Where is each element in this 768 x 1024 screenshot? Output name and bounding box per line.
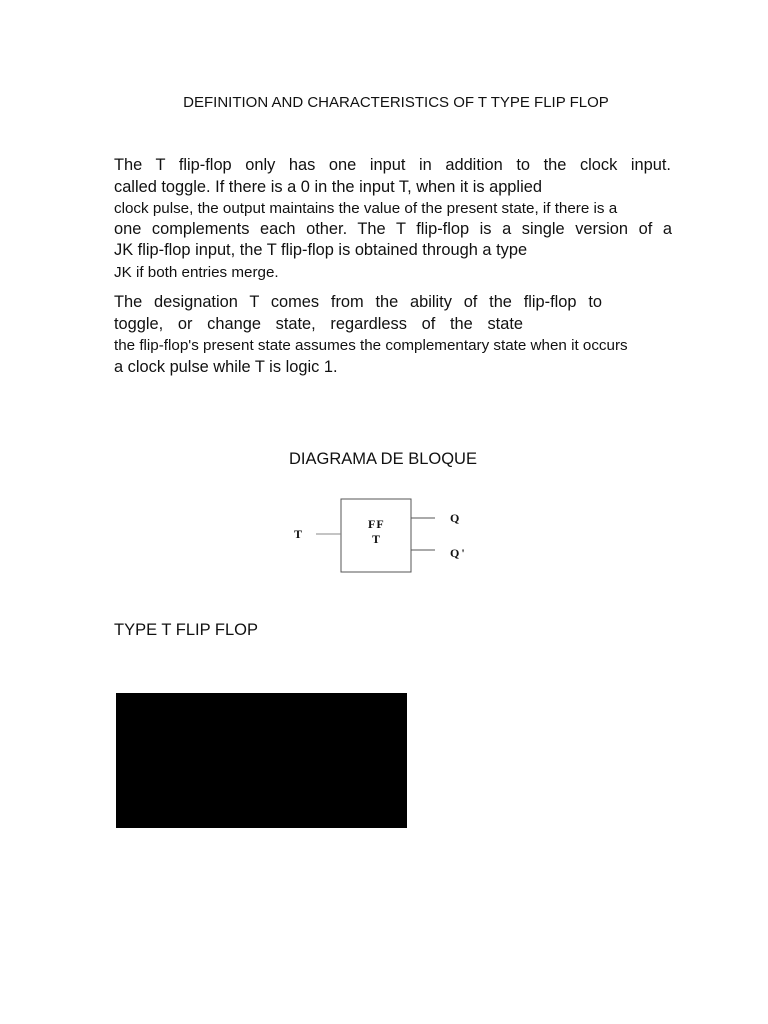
paragraph-line: The designation T comes from the ability of the flip-flop to [114,293,602,311]
block-diagram-heading: DIAGRAMA DE BLOQUE [289,450,477,468]
box-label-ff: FF [368,517,385,531]
document-title: DEFINITION AND CHARACTERISTICS OF T TYPE FLIP FLOP [183,94,609,111]
flip-flop-image-placeholder [116,693,407,828]
paragraph-line: toggle, or change state, regardless of the state [114,315,523,333]
section-heading: TYPE T FLIP FLOP [114,621,258,639]
input-label-t: T [294,527,303,541]
paragraph-line: JK if both entries merge. [114,264,279,281]
paragraph-line: the flip-flop's present state assumes the complementary state when it occurs [114,337,628,354]
paragraph-line: clock pulse, the output maintains the value of the present state, if there is a [114,200,618,217]
output-label-q-not: Q' [450,546,467,560]
paragraph-line: called toggle. If there is a 0 in the input T, when it is applied [114,178,542,196]
paragraph-line: one complements each other. The T flip-flop is a single version of a [114,220,672,238]
flip-flop-block-diagram [280,494,480,584]
box-label-t: T [372,532,381,546]
output-label-q: Q [450,511,460,525]
paragraph-line: The T flip-flop only has one input in addition to the clock input. [114,156,671,174]
paragraph-line: a clock pulse while T is logic 1. [114,358,338,376]
paragraph-line: JK flip-flop input, the T flip-flop is obtained through a type [114,241,528,259]
